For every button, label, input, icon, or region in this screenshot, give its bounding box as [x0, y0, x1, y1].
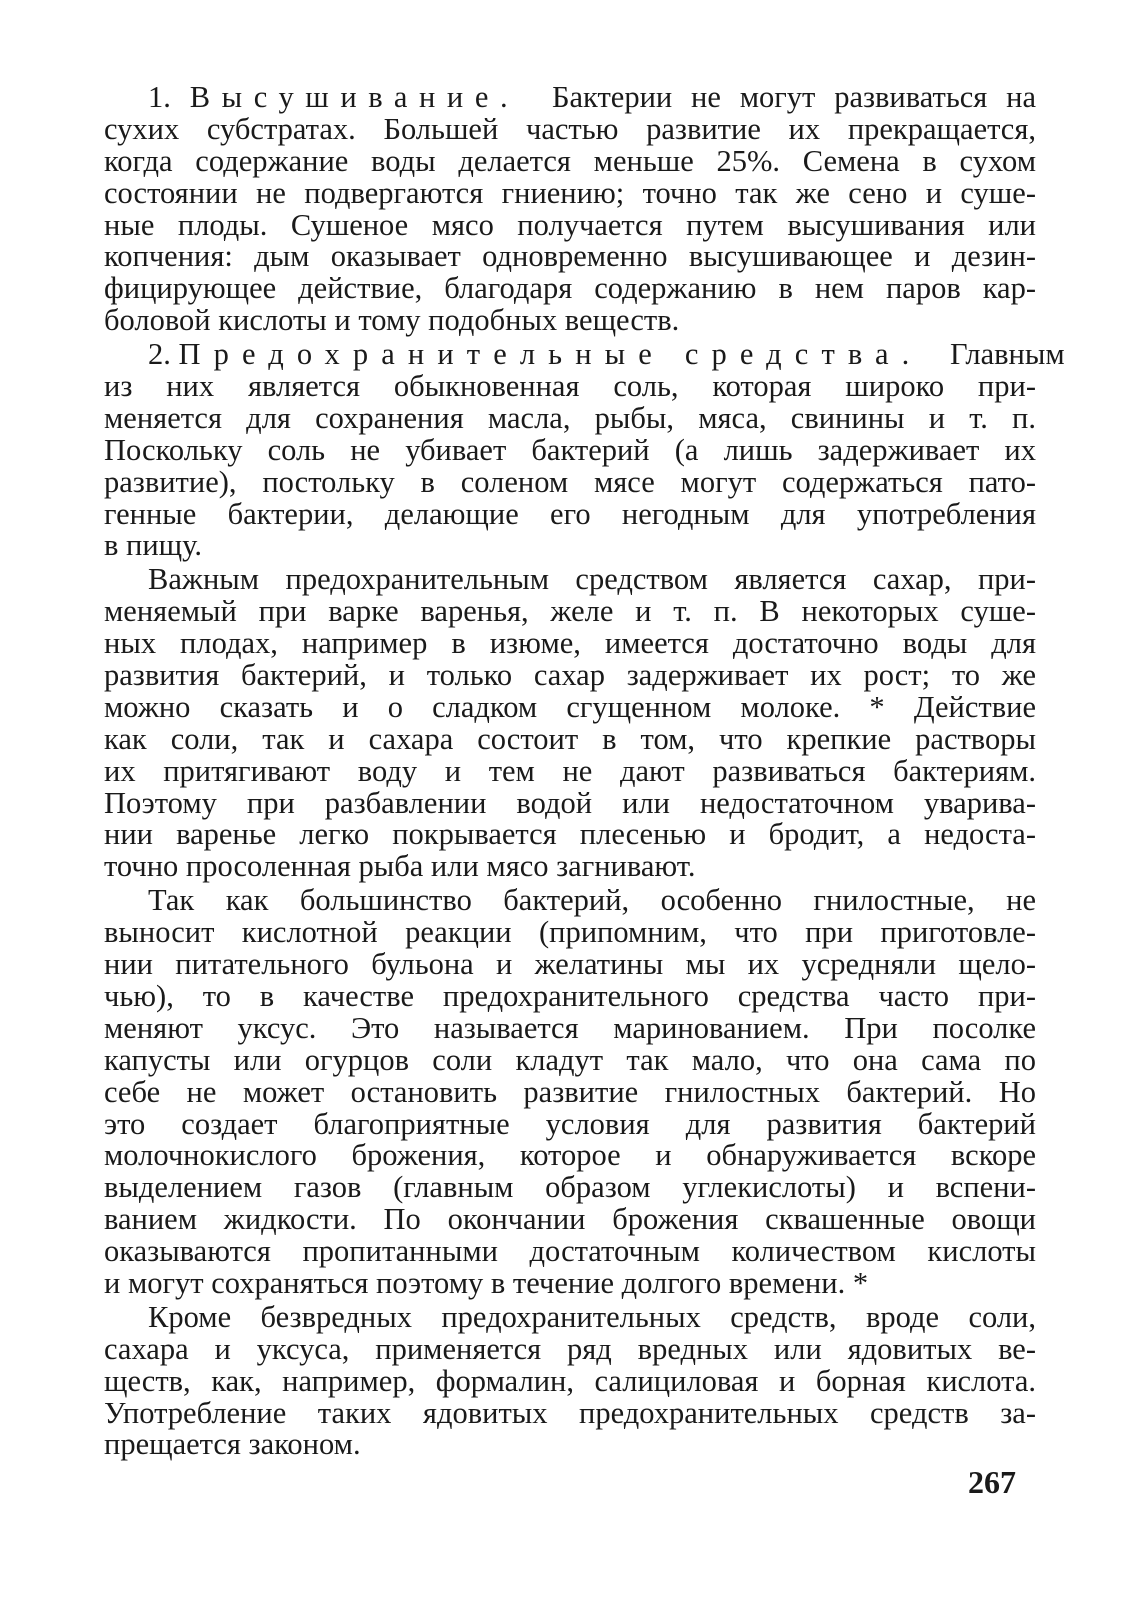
text-line: фицирующее действие, благодаря содержанию в нем паров кар- [104, 271, 1036, 306]
text-line: нии варенье легко покрывается плесенью и бродит, а недоста- [104, 817, 1036, 852]
text-line: как соли, так и сахара состоит в том, что крепкие растворы [104, 721, 1036, 756]
text-line: Так как большинство бактерий, особенно гнилостные, не [148, 883, 1036, 918]
text-line: капусты или огурцов соли кладут так мало, что она сама по [104, 1042, 1036, 1077]
text-line: состоянии не подвергаются гниению; точно так же сено и суше- [104, 175, 1036, 210]
text-fragment: Главным [942, 337, 1065, 372]
text-line: копчения: дым оказывает одновременно высушивающее и дезин- [104, 239, 1036, 274]
text-line: ные плоды. Сушеное мясо получается путем высушивания или [104, 207, 1036, 242]
text-line: Употребление таких ядовитых предохранительных средств за- [104, 1395, 1036, 1430]
text-line: нии питательного бульона и желатины мы их усредняли щело- [104, 947, 1036, 982]
text-line: меняют уксус. Это называется маринованием. При посолке [104, 1010, 1036, 1045]
paragraph-harmful-preservatives [104, 1299, 1036, 1462]
text-line: прещается законом. [104, 1427, 361, 1462]
text-line: их притягивают воду и тем не дают развиваться бактериям. [104, 753, 1036, 788]
text-line: оказываются пропитанными достаточным количеством кислоты [104, 1234, 1036, 1269]
text-line: это создает благоприятные условия для развития бактерий [104, 1106, 1036, 1141]
text-line: в пищу. [104, 528, 202, 563]
paragraph-drying [104, 82, 1036, 337]
section-number: 1. [148, 80, 190, 114]
text-line [104, 337, 1065, 372]
text-line: из них является обыкновенная соль, которая широко при- [104, 369, 1036, 404]
text-line: боловой кислоты и тому подобных веществ. [104, 303, 680, 338]
text-line: ных плодах, например в изюме, имеется достаточно воды для [104, 626, 1036, 661]
text-line: точно просоленная рыба или мясо загнивают. [104, 849, 696, 884]
text-line: Кроме безвредных предохранительных средств, вроде соли, [148, 1299, 1036, 1334]
page-number: 267 [968, 1464, 1016, 1500]
paragraph-acid [104, 885, 1036, 1300]
text-line: молочнокислого брожения, которое и обнаруживается вскоре [104, 1138, 1036, 1173]
text-line: Поэтому при разбавлении водой или недостаточном уварива- [104, 785, 1036, 820]
text-line: и могут сохраняться поэтому в течение долгого времени. * [104, 1265, 869, 1300]
section-heading: Высушивание. [189, 80, 520, 114]
text-line: ществ, как, например, формалин, салициловая и борная кислота. [104, 1363, 1036, 1398]
text-line: когда содержание воды делается меньше 25%. Семена в сухом [104, 143, 1036, 178]
paragraph-preservatives [104, 337, 1065, 563]
page-text [104, 80, 1065, 1462]
text-line: развитие), постольку в соленом мясе могут содержаться пато- [104, 464, 1036, 499]
text-line: чью), то в качестве предохранительного средства часто при- [104, 978, 1036, 1013]
section-heading: средства. [684, 337, 923, 372]
text-line: выделением газов (главным образом углекислоты) и вспени- [104, 1170, 1036, 1205]
text-line: ванием жидкости. По окончании брожения сквашенные овощи [104, 1202, 1036, 1237]
section-number: 2. [148, 337, 179, 372]
text-line: можно сказать и о сладком сгущенном молоке. * Действие [104, 689, 1036, 724]
text-line: сахара и уксуса, применяется ряд вредных или ядовитых ве- [104, 1331, 1036, 1366]
text-line: меняется для сохранения масла, рыбы, мяса, свинины и т. п. [104, 400, 1036, 435]
text-line [104, 82, 1036, 114]
text-line: выносит кислотной реакции (припомним, что при приготовле- [104, 915, 1036, 950]
text-line: Поскольку соль не убивает бактерий (а лишь задерживает их [104, 432, 1036, 467]
text-line: генные бактерии, делающие его негодным для употребления [104, 496, 1036, 531]
text-line: развития бактерий, и только сахар задерживает их рост; то же [104, 658, 1036, 693]
paragraph-sugar [104, 564, 1036, 883]
text-fragment: Бактерии не могут развиваться на [533, 80, 1036, 114]
section-heading: Предохранительные [178, 337, 665, 372]
text-line: сухих субстратах. Большей частью развитие их прекращается, [104, 111, 1036, 146]
text-line: Важным предохранительным средством является сахар, при- [148, 562, 1036, 597]
text-line: себе не может остановить развитие гнилостных бактерий. Но [104, 1074, 1036, 1109]
text-line: меняемый при варке варенья, желе и т. п. В некоторых суше- [104, 594, 1036, 629]
